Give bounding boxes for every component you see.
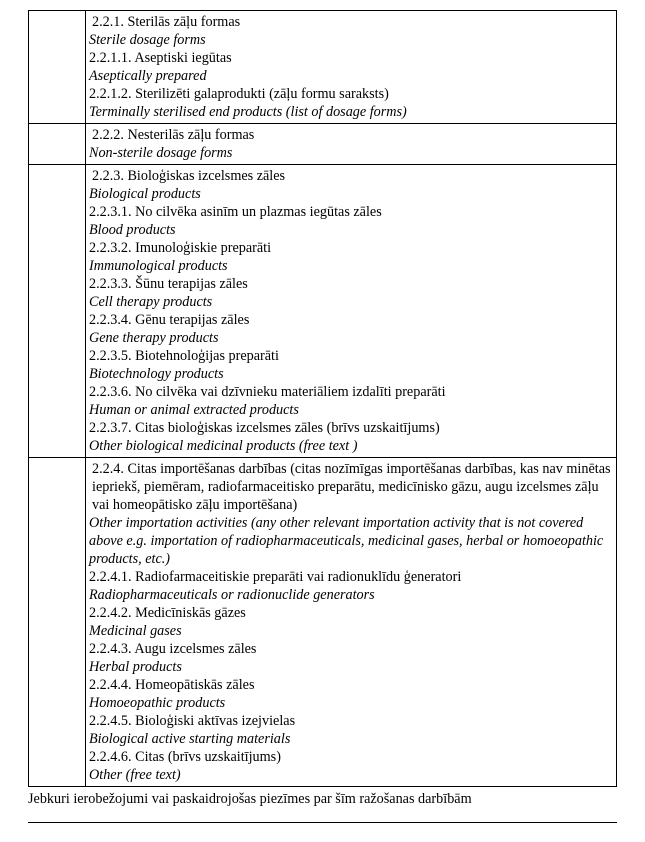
latvian-label: 2.2.1.2. Sterilizēti galaprodukti (zāļu formu saraksts) — [89, 86, 389, 102]
english-label: Other biological medicinal products (free text ) — [89, 438, 358, 454]
section-2-2-4-other-importation — [29, 458, 617, 787]
english-label: Other importation activities (any other relevant importation activity that is not covered above e.g. importation of radiopharmaceuticals, medicinal gases, herbal or homoeopathic products, etc.) — [89, 515, 604, 567]
latvian-label: 2.2.3. Bioloģiskas izcelsmes zāles — [92, 168, 286, 184]
description-cell — [86, 11, 617, 124]
checkbox-cell[interactable] — [29, 458, 86, 787]
latvian-label: 2.2.4. Citas importēšanas darbības (citas nozīmīgas importēšanas darbības, kas nav minētas iepriekš, piemēram, radiofarmaceitisko preparātu, medicīnisko gāzu, augu izcelsmes zāļu vai homeopātisko zāļu importēšana) — [92, 461, 611, 513]
description-cell — [86, 458, 617, 787]
latvian-label: 2.2.3.2. Imunoloģiskie preparāti — [89, 240, 272, 256]
english-label: Herbal products — [89, 659, 182, 675]
english-label: Immunological products — [89, 258, 228, 274]
latvian-label: 2.2.4.6. Citas (brīvs uzskaitījums) — [89, 749, 281, 765]
english-label: Homoeopathic products — [89, 695, 226, 711]
latvian-label: 2.2.3.4. Gēnu terapijas zāles — [89, 312, 250, 328]
checkbox-cell[interactable] — [29, 11, 86, 124]
english-label: Medicinal gases — [89, 623, 182, 639]
checkbox-cell[interactable] — [29, 124, 86, 165]
latvian-label: 2.2.4.1. Radiofarmaceitiskie preparāti vai radionuklīdu ģeneratori — [89, 569, 462, 585]
english-label: Other (free text) — [89, 767, 181, 783]
english-label: Sterile dosage forms — [89, 32, 206, 48]
description-cell — [86, 124, 617, 165]
description-cell — [86, 165, 617, 458]
latvian-label: 2.2.1.1. Aseptiski iegūtas — [89, 50, 232, 66]
english-label: Human or animal extracted products — [89, 402, 299, 418]
restrictions-note-label: Jebkuri ierobežojumi vai paskaidrojošas piezīmes par šīm ražošanas darbībām — [28, 791, 472, 807]
checkbox-cell[interactable] — [29, 165, 86, 458]
activities-table — [28, 10, 617, 787]
section-2-2-3-biological — [29, 165, 617, 458]
english-label: Aseptically prepared — [89, 68, 207, 84]
english-label: Non-sterile dosage forms — [89, 145, 233, 161]
latvian-label: 2.2.4.4. Homeopātiskās zāles — [89, 677, 255, 693]
latvian-label: 2.2.4.2. Medicīniskās gāzes — [89, 605, 246, 621]
signature-line — [28, 822, 617, 823]
latvian-label: 2.2.3.5. Biotehnoloģijas preparāti — [89, 348, 279, 364]
section-2-2-2-non-sterile — [29, 124, 617, 165]
english-label: Blood products — [89, 222, 176, 238]
english-label: Radiopharmaceuticals or radionuclide generators — [89, 587, 375, 603]
latvian-label: 2.2.2. Nesterilās zāļu formas — [92, 127, 255, 143]
latvian-label: 2.2.3.6. No cilvēka vai dzīvnieku materiāliem izdalīti preparāti — [89, 384, 446, 400]
latvian-label: 2.2.3.7. Citas bioloģiskas izcelsmes zāles (brīvs uzskaitījums) — [89, 420, 440, 436]
latvian-label: 2.2.1. Sterilās zāļu formas — [92, 14, 241, 30]
english-label: Biological active starting materials — [89, 731, 291, 747]
latvian-label: 2.2.3.1. No cilvēka asinīm un plazmas iegūtas zāles — [89, 204, 382, 220]
english-label: Terminally sterilised end products (list of dosage forms) — [89, 104, 407, 120]
latvian-label: 2.2.3.3. Šūnu terapijas zāles — [89, 276, 248, 292]
english-label: Biological products — [89, 186, 201, 202]
latvian-label: 2.2.4.3. Augu izcelsmes zāles — [89, 641, 257, 657]
english-label: Cell therapy products — [89, 294, 213, 310]
section-2-2-1-sterile — [29, 11, 617, 124]
english-label: Gene therapy products — [89, 330, 219, 346]
latvian-label: 2.2.4.5. Bioloģiski aktīvas izejvielas — [89, 713, 296, 729]
english-label: Biotechnology products — [89, 366, 224, 382]
